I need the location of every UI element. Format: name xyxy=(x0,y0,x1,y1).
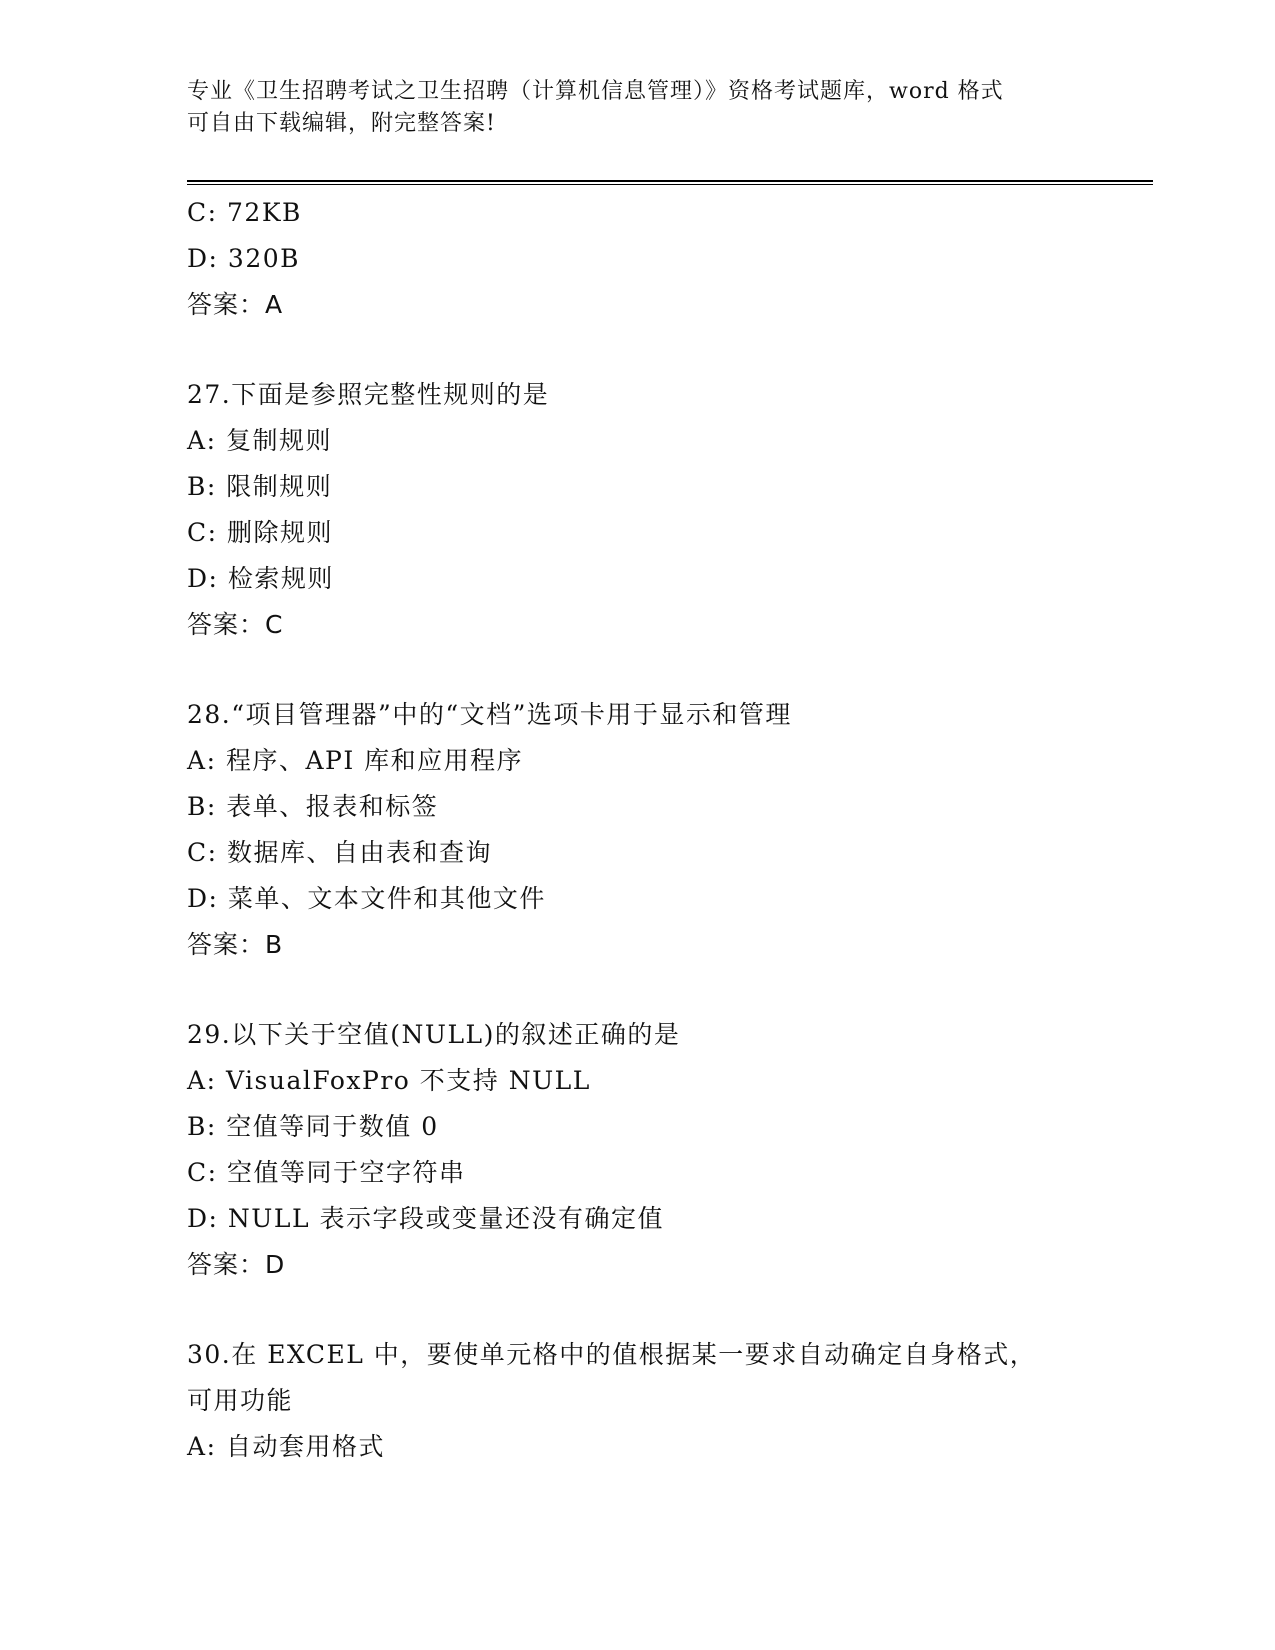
option-b: B: 表单、报表和标签 xyxy=(187,792,439,821)
question-30 xyxy=(187,1332,1087,1470)
question-27 xyxy=(187,372,1087,648)
option-d: D: 菜单、文本文件和其他文件 xyxy=(187,884,546,913)
option-b: B: 空值等同于数值 0 xyxy=(187,1112,439,1141)
document-header xyxy=(187,76,1067,140)
option-d: D: 检索规则 xyxy=(187,564,334,593)
partial-question xyxy=(187,190,1087,328)
option-a: A: VisualFoxPro 不支持 NULL xyxy=(187,1066,591,1095)
option-a: A: 自动套用格式 xyxy=(187,1432,385,1461)
option-b: B: 限制规则 xyxy=(187,472,333,501)
question-stem: 28.“项目管理器”中的“文档”选项卡用于显示和管理 xyxy=(187,700,792,729)
answer-line: 答案：D xyxy=(187,1250,286,1279)
answer-line: 答案：B xyxy=(187,930,284,959)
option-c: C: 数据库、自由表和查询 xyxy=(187,838,493,867)
question-29 xyxy=(187,1012,1087,1288)
question-28 xyxy=(187,692,1087,968)
answer-line: 答案：C xyxy=(187,610,284,639)
question-stem-continued: 可用功能 xyxy=(187,1386,294,1415)
option-d: D: NULL 表示字段或变量还没有确定值 xyxy=(187,1204,665,1233)
question-stem: 29.以下关于空值(NULL)的叙述正确的是 xyxy=(187,1020,681,1049)
option-c: C: 72KB xyxy=(187,198,302,227)
answer-line: 答案：A xyxy=(187,290,284,319)
question-stem: 30.在 EXCEL 中，要使单元格中的值根据某一要求自动确定自身格式， xyxy=(187,1340,1037,1369)
option-d: D: 320B xyxy=(187,244,301,273)
question-stem: 27.下面是参照完整性规则的是 xyxy=(187,380,550,409)
option-a: A: 复制规则 xyxy=(187,426,332,455)
header-divider xyxy=(187,180,1153,185)
question-content xyxy=(187,190,1087,1470)
option-c: C: 空值等同于空字符串 xyxy=(187,1158,466,1187)
header-line-2: 可自由下载编辑，附完整答案! xyxy=(187,111,496,136)
option-c: C: 删除规则 xyxy=(187,518,334,547)
header-line-1: 专业《卫生招聘考试之卫生招聘（计算机信息管理）》资格考试题库，word 格式 xyxy=(187,79,1004,104)
option-a: A: 程序、API 库和应用程序 xyxy=(187,746,524,775)
